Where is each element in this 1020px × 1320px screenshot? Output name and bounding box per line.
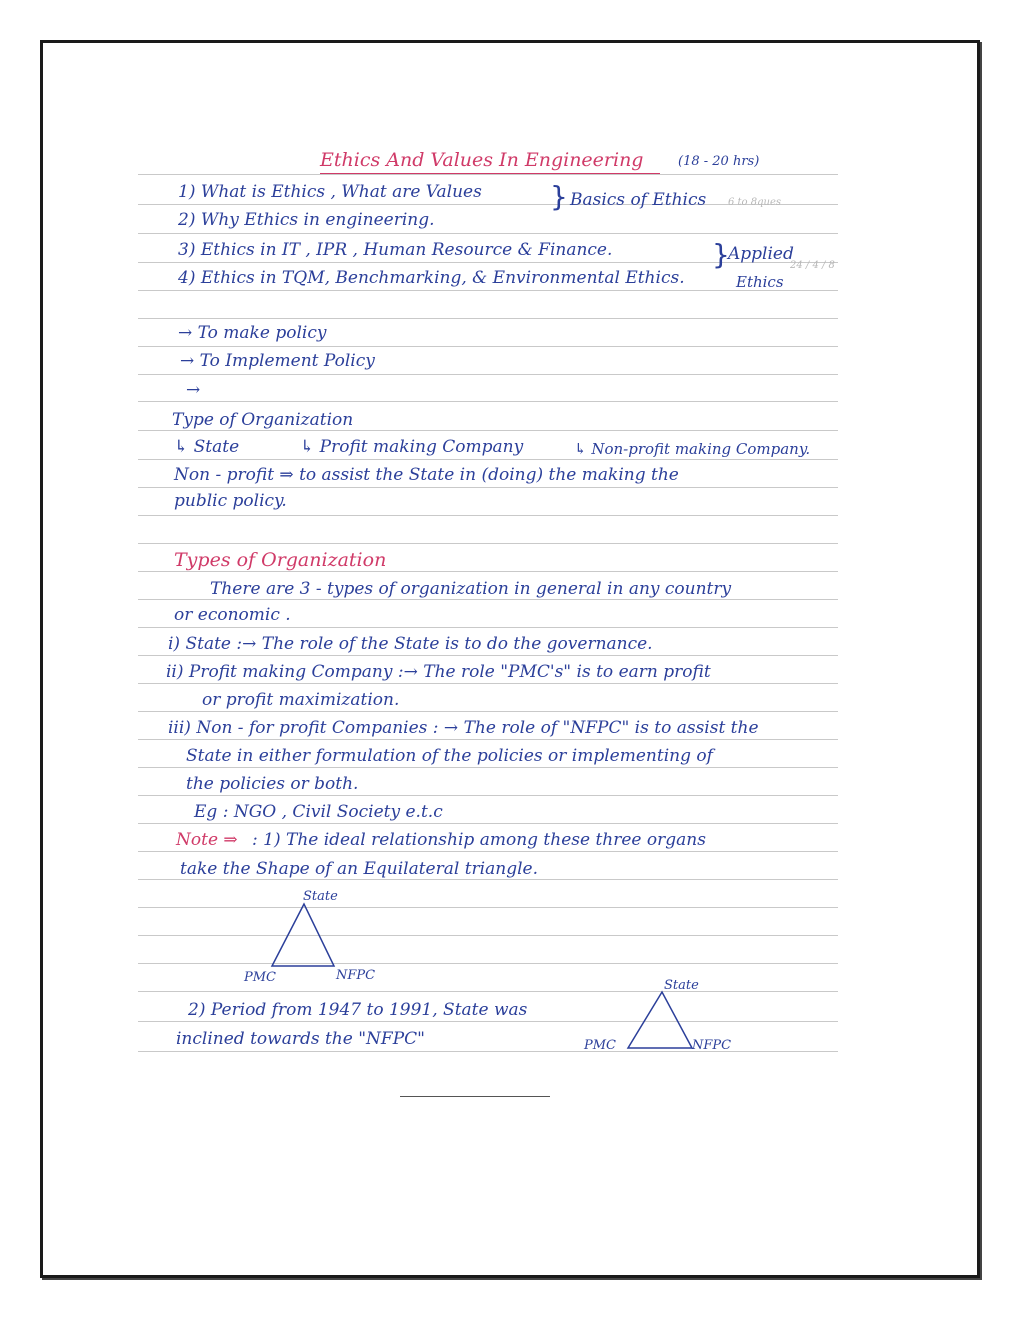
tri2-left-label: PMC — [584, 1038, 617, 1053]
intro-2: or economic . — [174, 605, 291, 625]
arrow-line-1: → To make policy — [178, 323, 327, 343]
group-applied-1: Applied — [728, 244, 794, 264]
example-line: Eg : NGO , Civil Society e.t.c — [194, 802, 443, 822]
brace-basics: } — [550, 180, 568, 213]
tri2-top-label: State — [664, 978, 699, 993]
tri1-left-label: PMC — [244, 970, 277, 985]
tri1-top-label: State — [303, 889, 338, 904]
triangle-diagram-2 — [626, 990, 696, 1052]
item-i: i) State :→ The role of the State is to do the governance. — [168, 634, 653, 654]
triangle-diagram-1 — [270, 902, 340, 972]
item-iii-3: the policies or both. — [186, 774, 359, 794]
topic-3: 3) Ethics in IT , IPR , Human Resource & Finance. — [178, 240, 613, 260]
item-ii-2: or profit maximization. — [202, 690, 400, 710]
intro-1: There are 3 - types of organization in general in any country — [210, 579, 732, 599]
type-profit: ↳ Profit making Company — [300, 437, 524, 457]
period-line-2: inclined towards the "NFPC" — [176, 1029, 425, 1049]
item-iii-1: iii) Non - for profit Companies : → The role of "NFPC" is to assist the — [168, 718, 759, 738]
type-heading: Type of Organization — [172, 410, 354, 430]
types-heading: Types of Organization — [174, 549, 387, 571]
group-applied-note: 24 / 4 / 8 — [790, 260, 835, 271]
item-ii-1: ii) Profit making Company :→ The role "PMC's" is to earn profit — [166, 662, 711, 682]
footer-rule — [400, 1096, 550, 1097]
title-underline — [320, 173, 660, 174]
group-basics: Basics of Ethics — [570, 190, 707, 210]
note-line-1: : 1) The ideal relationship among these three organs — [252, 830, 706, 850]
group-applied-2: Ethics — [736, 273, 784, 291]
tri1-right-label: NFPC — [336, 968, 376, 983]
type-line-3: public policy. — [174, 491, 287, 511]
period-line-1: 2) Period from 1947 to 1991, State was — [188, 1000, 528, 1020]
note-label: Note ⇒ — [176, 830, 238, 850]
brace-applied: } — [712, 238, 730, 271]
topic-1: 1) What is Ethics , What are Values — [178, 182, 482, 202]
topic-2: 2) Why Ethics in engineering. — [178, 210, 435, 230]
type-state: ↳ State — [174, 437, 240, 457]
duration-note: (18 - 20 hrs) — [678, 154, 760, 169]
page-title: Ethics And Values In Engineering — [320, 149, 644, 171]
type-line-2: Non - profit ⇒ to assist the State in (doing) the making the — [174, 465, 679, 485]
group-basics-note: 6 to 8ques — [728, 197, 782, 208]
note-line-2: take the Shape of an Equilateral triangle. — [180, 859, 538, 879]
tri2-right-label: NFPC — [692, 1038, 732, 1053]
arrow-line-2: → To Implement Policy — [180, 351, 375, 371]
item-iii-2: State in either formulation of the policies or implementing of — [186, 746, 713, 766]
arrow-line-3: → — [186, 380, 201, 400]
topic-4: 4) Ethics in TQM, Benchmarking, & Environmental Ethics. — [178, 268, 685, 288]
type-nonprofit: ↳ Non-profit making Company. — [574, 440, 811, 458]
